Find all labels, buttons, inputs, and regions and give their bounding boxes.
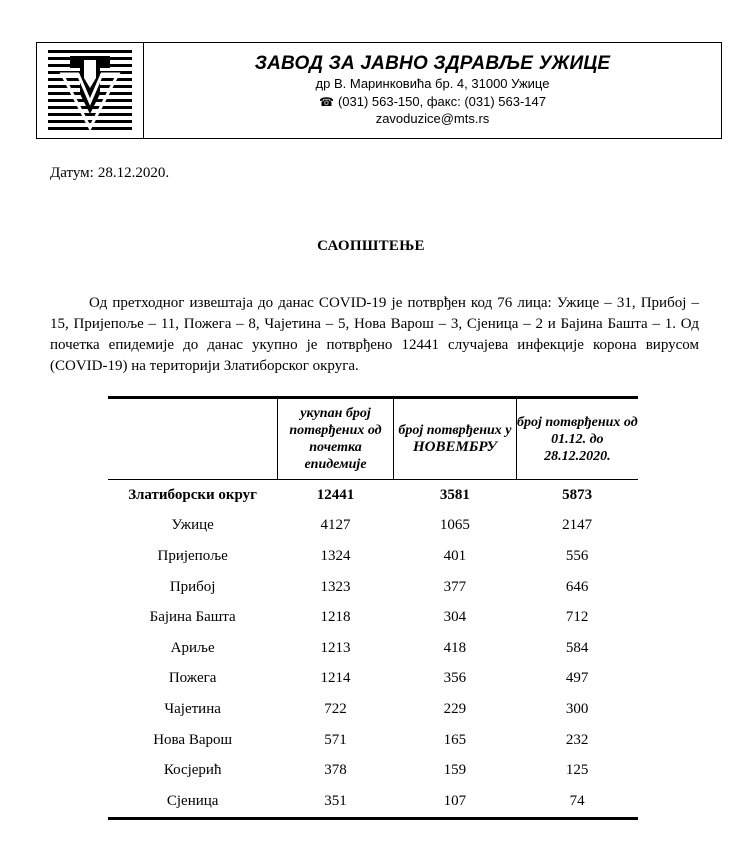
row-december: 125: [565, 762, 589, 779]
row-november: 377: [443, 578, 467, 595]
row-name: Ужице: [171, 517, 214, 534]
row-november: 107: [394, 786, 516, 818]
row-november: 159: [443, 762, 467, 779]
row-december: 74: [516, 786, 638, 818]
table-row-district-total: [108, 480, 638, 511]
table-row: [108, 755, 638, 786]
header-december-period: број потврђених од 01.12. до 28.12.2020.: [516, 399, 638, 480]
header-november-month: НОВЕМБРУ: [412, 439, 497, 455]
row-name: Ариље: [170, 639, 215, 656]
letterhead: [36, 42, 722, 139]
row-total: 378: [324, 762, 347, 779]
date-line: [50, 165, 169, 182]
row-december: 300: [565, 700, 589, 717]
row-december: 232: [565, 731, 589, 748]
row-name: Косјерић: [163, 762, 222, 779]
organization-phone-line: [144, 94, 721, 109]
row-name: Златиборски округ: [128, 486, 257, 503]
row-november: 418: [443, 639, 467, 656]
row-december: 556: [565, 547, 589, 564]
table-header-row: [108, 399, 638, 480]
row-total: 722: [324, 700, 347, 717]
row-total: 1213: [320, 639, 351, 656]
row-december: 712: [565, 609, 589, 626]
row-total: 4127: [320, 517, 351, 534]
row-november: 1065: [439, 517, 470, 534]
row-total: 571: [324, 731, 347, 748]
row-total: 1218: [320, 609, 351, 626]
row-november: 229: [443, 700, 467, 717]
row-december: 646: [565, 578, 589, 595]
row-total: 1214: [320, 670, 351, 687]
table-row: [108, 572, 638, 603]
header-total-since-start: укупан број потврђених од почетка епидемије: [277, 399, 393, 480]
organization-address: др В. Маринковића бр. 4, 31000 Ужице: [315, 76, 550, 91]
date-value: 28.12.2020.: [97, 165, 170, 181]
row-november: 356: [443, 670, 467, 687]
row-december: 2147: [562, 517, 593, 534]
row-december: 497: [565, 670, 589, 687]
row-name: Пожега: [168, 670, 217, 687]
document-title: САОПШТЕЊЕ: [317, 238, 425, 254]
row-total: 351: [277, 786, 393, 818]
institute-logo-icon: [48, 48, 132, 132]
row-name: Сјеница: [108, 786, 277, 818]
organization-phone: (031) 563-150, факс: (031) 563-147: [337, 94, 546, 109]
row-name: Прибој: [169, 578, 216, 595]
table-row: [108, 664, 638, 695]
announcement-paragraph: Од претходног извештаја до данас COVID-19 је потврђен код 76 лица: Ужице – 31, Прибој – 15, Пријепоље – 11, Пожега – 8, Чајетина – 5, Нова Варош – 3, Сјеница – 2 и Бајина Башта – 1. Од почетка епидемије до данас укупно је потврђено 12441 случајева инфекције корона вирусом (COVID-19) на територији Златиборског округа.: [50, 295, 699, 374]
organization-email: zavoduzice@mts.rs: [375, 111, 490, 126]
row-november: 401: [443, 547, 467, 564]
organization-block: [144, 43, 721, 138]
header-november: [394, 399, 516, 480]
row-total: 1323: [320, 578, 351, 595]
table-row: [108, 633, 638, 664]
row-name: Нова Варош: [153, 731, 233, 748]
telephone-icon: ☎: [319, 95, 334, 109]
header-municipality-blank: [108, 399, 277, 480]
table-row: [108, 786, 638, 818]
row-november: 3581: [439, 486, 470, 503]
row-name: Бајина Башта: [149, 609, 236, 626]
covid-cases-table: [108, 396, 638, 820]
table-row: [108, 541, 638, 572]
row-december: 5873: [562, 486, 593, 503]
table-row: [108, 725, 638, 756]
row-december: 584: [565, 639, 589, 656]
row-november: 304: [443, 609, 467, 626]
row-november: 165: [443, 731, 467, 748]
row-total: 1324: [320, 547, 351, 564]
logo-cell: [37, 43, 144, 138]
table-row: [108, 602, 638, 633]
date-label: Датум:: [50, 165, 94, 181]
row-name: Пријепоље: [157, 547, 228, 564]
table-row: [108, 694, 638, 725]
row-total: 12441: [316, 486, 355, 503]
table-body: [108, 480, 638, 819]
header-november-label: број потврђених у: [398, 423, 512, 438]
organization-name: ЗАВОД ЗА ЈАВНО ЗДРАВЉЕ УЖИЦЕ: [254, 53, 611, 74]
table-row: [108, 511, 638, 542]
row-name: Чајетина: [164, 700, 221, 717]
